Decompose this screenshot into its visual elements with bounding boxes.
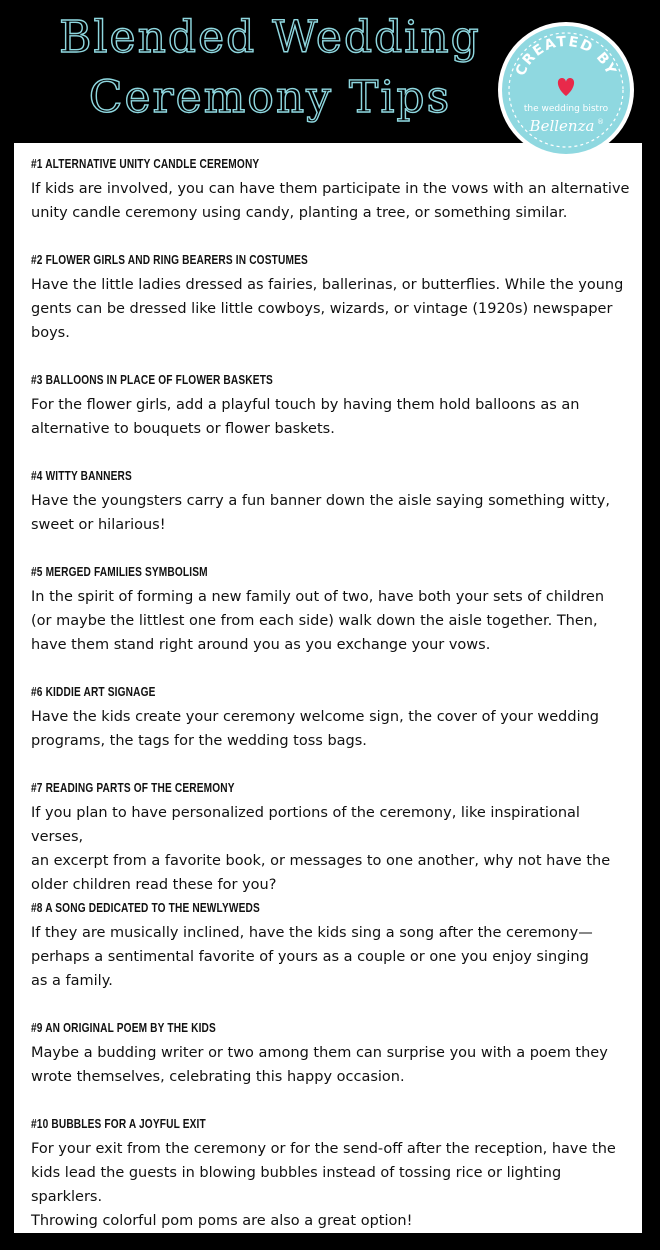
title-line-2: Ceremony Tips — [88, 72, 452, 123]
tip-body — [31, 801, 631, 897]
tip-heading: #8 A SONG DEDICATED TO THE NEWLYWEDS — [31, 900, 260, 915]
tip-item — [31, 1115, 631, 1233]
tip-item — [31, 683, 631, 753]
badge-reg-mark: ® — [597, 118, 604, 126]
tip-line: For the flower girls, add a playful touch by having them hold balloons as an — [31, 397, 580, 413]
tip-item — [31, 467, 631, 537]
tip-heading: #1 ALTERNATIVE UNITY CANDLE CEREMONY — [31, 156, 260, 171]
tip-line: If kids are involved, you can have them participate in the vows with an alternative — [31, 181, 630, 197]
tip-heading: #5 MERGED FAMILIES SYMBOLISM — [31, 564, 208, 579]
badge-line-2: Bellenza — [529, 117, 595, 135]
tip-body — [31, 1137, 631, 1233]
tip-line: wrote themselves, celebrating this happy occasion. — [31, 1069, 405, 1085]
tip-line: older children read these for you? — [31, 877, 277, 893]
tip-line: alternative to bouquets or flower baskets. — [31, 421, 335, 437]
badge-top-text: CREATED BY — [512, 33, 620, 79]
created-by-badge — [496, 20, 636, 160]
tip-item — [31, 155, 631, 225]
tip-body — [31, 489, 631, 537]
tip-body — [31, 393, 631, 441]
tip-body — [31, 921, 631, 993]
tip-line: have them stand right around you as you exchange your vows. — [31, 637, 491, 653]
tip-line: Throwing colorful pom poms are also a great option! — [31, 1213, 413, 1229]
tip-line: gents can be dressed like little cowboys, wizards, or vintage (1920s) newspaper — [31, 301, 613, 317]
tip-heading: #2 FLOWER GIRLS AND RING BEARERS IN COSTUMES — [31, 252, 308, 267]
tip-body — [31, 177, 631, 225]
tip-heading: #3 BALLOONS IN PLACE OF FLOWER BASKETS — [31, 372, 273, 387]
tip-body — [31, 273, 631, 345]
tip-line: sweet or hilarious! — [31, 517, 166, 533]
tip-line: (or maybe the littlest one from each side) walk down the aisle together. Then, — [31, 613, 598, 629]
tip-line: Maybe a budding writer or two among them can surprise you with a poem they — [31, 1045, 608, 1061]
tip-line: kids lead the guests in blowing bubbles instead of tossing rice or lighting sparklers. — [31, 1165, 562, 1205]
tip-line: Have the little ladies dressed as fairies, ballerinas, or butterflies. While the young — [31, 277, 624, 293]
tip-heading: #10 BUBBLES FOR A JOYFUL EXIT — [31, 1116, 206, 1131]
tip-heading: #4 WITTY BANNERS — [31, 468, 132, 483]
tip-line: For your exit from the ceremony or for the send-off after the reception, have the — [31, 1141, 616, 1157]
tip-line: If you plan to have personalized portions of the ceremony, like inspirational verses, — [31, 805, 580, 845]
tip-body — [31, 705, 631, 753]
tip-line: programs, the tags for the wedding toss bags. — [31, 733, 367, 749]
tip-heading: #9 AN ORIGINAL POEM BY THE KIDS — [31, 1020, 216, 1035]
tip-body — [31, 585, 631, 657]
tip-item — [31, 563, 631, 657]
tips-panel — [14, 143, 642, 1233]
tip-line: Have the kids create your ceremony welcome sign, the cover of your wedding — [31, 709, 600, 725]
tip-line: as a family. — [31, 973, 113, 989]
tip-line: perhaps a sentimental favorite of yours as a couple or one you enjoy singing — [31, 949, 589, 965]
tip-item — [31, 779, 631, 897]
title-line-1: Blended Wedding — [59, 12, 481, 63]
tip-line: unity candle ceremony using candy, planting a tree, or something similar. — [31, 205, 568, 221]
tip-line: an excerpt from a favorite book, or messages to one another, why not have the — [31, 853, 611, 869]
tip-item — [31, 899, 631, 993]
tip-heading: #7 READING PARTS OF THE CEREMONY — [31, 780, 235, 795]
tip-line: If they are musically inclined, have the kids sing a song after the ceremony— — [31, 925, 593, 941]
tip-line: boys. — [31, 325, 70, 341]
tip-item — [31, 251, 631, 345]
tip-item — [31, 371, 631, 441]
tip-body — [31, 1041, 631, 1089]
tip-line: In the spirit of forming a new family out of two, have both your sets of children — [31, 589, 605, 605]
tip-item — [31, 1019, 631, 1089]
tip-line: Have the youngsters carry a fun banner down the aisle saying something witty, — [31, 493, 610, 509]
badge-line-1: the wedding bistro — [523, 104, 609, 114]
tip-heading: #6 KIDDIE ART SIGNAGE — [31, 684, 156, 699]
